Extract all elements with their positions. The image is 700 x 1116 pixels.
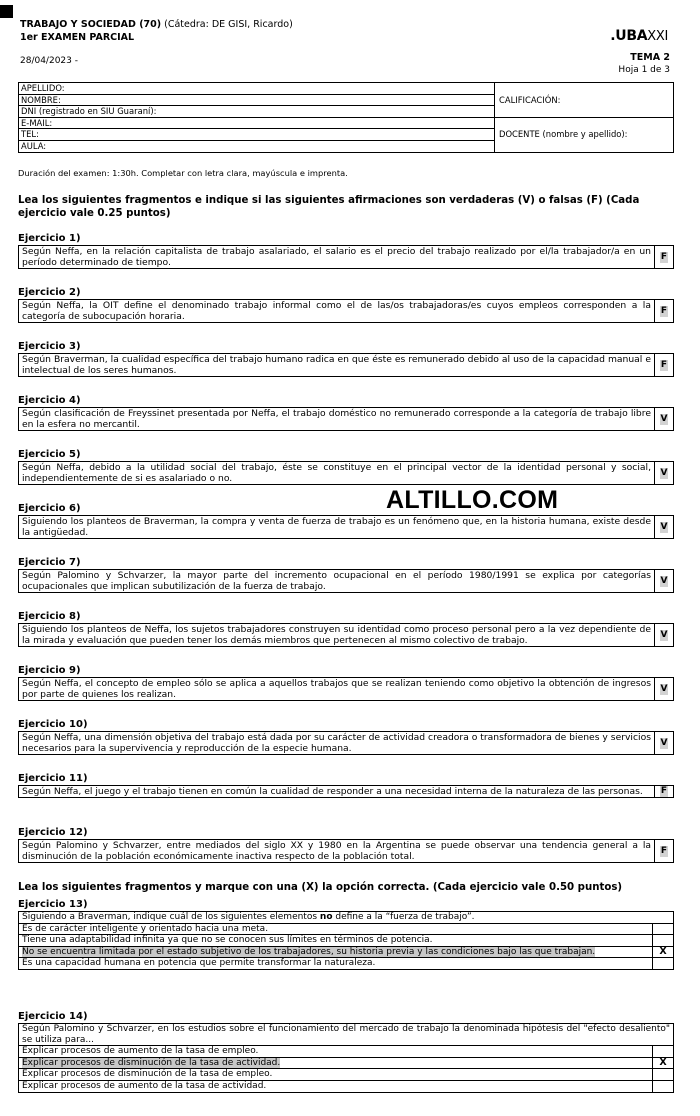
exercise-13-question: Siguiendo a Braverman, indique cuál de los siguientes elementos no define a la “fuerza de trabajo”. bbox=[19, 912, 674, 924]
option[interactable]: Es de carácter inteligente y orientado hacia una meta. bbox=[19, 923, 653, 935]
exercise-title: Ejercicio 12) bbox=[18, 827, 88, 838]
exam-duration: Duración del examen: 1:30h. Completar con letra clara, mayúscula e imprenta. bbox=[18, 168, 348, 178]
option[interactable]: Explicar procesos de aumento de la tasa de empleo. bbox=[19, 1046, 653, 1058]
uba-logo bbox=[610, 28, 668, 44]
option-mark[interactable] bbox=[653, 1080, 674, 1092]
option-mark[interactable] bbox=[653, 923, 674, 935]
answer-value: F bbox=[660, 845, 668, 856]
answer-box[interactable] bbox=[654, 246, 673, 268]
page-count: Hoja 1 de 3 bbox=[618, 65, 670, 75]
course-chair: (Cátedra: DE GISI, Ricardo) bbox=[161, 19, 293, 30]
answer-box[interactable] bbox=[654, 786, 673, 797]
option-mark[interactable] bbox=[653, 1069, 674, 1081]
exercise-box bbox=[18, 785, 674, 798]
option-mark[interactable]: X bbox=[653, 1057, 674, 1069]
option-mark[interactable]: X bbox=[653, 946, 674, 958]
field-calificacion[interactable]: CALIFICACIÓN: bbox=[495, 83, 674, 118]
exercise-6 bbox=[18, 503, 674, 539]
exam-name: 1er EXAMEN PARCIAL bbox=[20, 32, 135, 43]
answer-box[interactable] bbox=[654, 732, 673, 754]
option-mark[interactable] bbox=[653, 935, 674, 947]
exercise-box bbox=[18, 245, 674, 269]
corner-mark bbox=[0, 5, 13, 18]
exercise-14-title: Ejercicio 14) bbox=[18, 1011, 88, 1022]
exercise-title: Ejercicio 10) bbox=[18, 719, 88, 730]
exercise-9 bbox=[18, 665, 674, 701]
field-aula[interactable]: AULA: bbox=[19, 140, 495, 152]
exercise-title: Ejercicio 1) bbox=[18, 233, 81, 244]
exercise-title: Ejercicio 7) bbox=[18, 557, 81, 568]
exercise-13-table bbox=[18, 911, 674, 970]
exercise-statement: Según clasificación de Freyssinet presentada por Neffa, el trabajo doméstico no remunerado corresponde a la categoría de trabajo libre en la esfera no mercantil. bbox=[22, 408, 651, 431]
exercise-title: Ejercicio 6) bbox=[18, 503, 81, 514]
watermark: ALTILLO.COM bbox=[386, 486, 559, 514]
field-dni[interactable]: DNI (registrado en SIU Guaraní): bbox=[19, 106, 495, 118]
exercise-title: Ejercicio 2) bbox=[18, 287, 81, 298]
exercise-8 bbox=[18, 611, 674, 647]
exercise-statement: Siguiendo los planteos de Neffa, los sujetos trabajadores construyen su identidad como proceso personal pero a la vez dependiente de la mirada y evaluación que pueden tener los demás miembros que pertenecen al mismo colectivo de trabajo. bbox=[22, 624, 651, 647]
option-selected[interactable]: Explicar procesos de disminución de la tasa de actividad. bbox=[19, 1057, 653, 1069]
answer-box[interactable] bbox=[654, 462, 673, 484]
option[interactable]: Explicar procesos de aumento de la tasa de actividad. bbox=[19, 1080, 653, 1092]
option[interactable]: Tiene una adaptabilidad infinita ya que no se conocen sus límites en términos de potencia. bbox=[19, 935, 653, 947]
field-nombre[interactable]: NOMBRE: bbox=[19, 94, 495, 106]
exercise-title: Ejercicio 9) bbox=[18, 665, 81, 676]
exercise-1 bbox=[18, 233, 674, 269]
course-name: TRABAJO Y SOCIEDAD (70) bbox=[20, 19, 162, 30]
field-email[interactable]: E-MAIL: bbox=[19, 117, 495, 129]
answer-value: F bbox=[660, 359, 668, 370]
exercise-title: Ejercicio 11) bbox=[18, 773, 88, 784]
exercise-box bbox=[18, 731, 674, 755]
answer-box[interactable] bbox=[654, 624, 673, 646]
exercise-title: Ejercicio 3) bbox=[18, 341, 81, 352]
option[interactable]: Es una capacidad humana en potencia que permite transformar la naturaleza. bbox=[19, 958, 653, 970]
option-mark[interactable] bbox=[653, 1046, 674, 1058]
uba-logo-thin: XXI bbox=[647, 29, 668, 44]
answer-box[interactable] bbox=[654, 408, 673, 430]
exercise-14-table bbox=[18, 1023, 674, 1093]
header-left bbox=[20, 18, 293, 44]
answer-value: V bbox=[660, 737, 668, 748]
exercise-box bbox=[18, 569, 674, 593]
exercise-statement: Según Neffa, una dimensión objetiva del trabajo está dada por su carácter de actividad creadora o transformadora de bienes y servicios necesarios para la supervivencia y reproducción de la especie humana. bbox=[22, 732, 651, 755]
field-apellido[interactable]: APELLIDO: bbox=[19, 83, 495, 95]
exercise-box bbox=[18, 407, 674, 431]
exercise-box bbox=[18, 515, 674, 539]
answer-box[interactable] bbox=[654, 354, 673, 376]
answer-value: V bbox=[660, 575, 668, 586]
exercise-statement: Siguiendo los planteos de Braverman, la compra y venta de fuerza de trabajo es un fenómeno que, en la historia humana, existe desde la antigüedad. bbox=[22, 516, 651, 539]
answer-box[interactable] bbox=[654, 300, 673, 322]
exercise-12 bbox=[18, 827, 674, 863]
exercise-box bbox=[18, 461, 674, 485]
field-docente[interactable]: DOCENTE (nombre y apellido): bbox=[495, 117, 674, 152]
answer-value: F bbox=[660, 305, 668, 316]
option-mark[interactable] bbox=[653, 958, 674, 970]
answer-value: F bbox=[660, 251, 668, 262]
answer-box[interactable] bbox=[654, 840, 673, 862]
exercise-statement: Según Palomino y Schvarzer, la mayor parte del incremento ocupacional en el período 1980/1991 se explica por categorías ocupacionales que implican subutilización de la fuerza de trabajo. bbox=[22, 570, 651, 593]
exercise-13-title: Ejercicio 13) bbox=[18, 899, 88, 910]
exercise-statement: Según Neffa, el concepto de empleo sólo se aplica a aquellos trabajos que se realizan teniendo como objetivo la obtención de ingresos por parte de quienes los realizan. bbox=[22, 678, 651, 701]
exercise-box bbox=[18, 299, 674, 323]
answer-value: V bbox=[660, 629, 668, 640]
field-tel[interactable]: TEL: bbox=[19, 129, 495, 141]
option-selected[interactable]: No se encuentra limitada por el estado subjetivo de los trabajadores, su historia previa y las condiciones bajo las que trabajan. bbox=[19, 946, 653, 958]
answer-value: F bbox=[660, 786, 668, 797]
exercise-statement: Según Neffa, la OIT define el denominado trabajo informal como el de las/os trabajadoras/es cuyos empleos corresponden a la categoría de subocupación horaria. bbox=[22, 300, 651, 323]
instructions-true-false: Lea los siguientes fragmentos e indique si las siguientes afirmaciones son verdaderas (V) o falsas (F) (Cada ejercicio vale 0.25 puntos) bbox=[18, 195, 640, 219]
exercise-11 bbox=[18, 773, 674, 798]
exercise-box bbox=[18, 839, 674, 863]
answer-value: V bbox=[660, 521, 668, 532]
answer-box[interactable] bbox=[654, 570, 673, 592]
option[interactable]: Explicar procesos de disminución de la tasa de empleo. bbox=[19, 1069, 653, 1081]
exercise-5 bbox=[18, 449, 674, 485]
exercise-box bbox=[18, 623, 674, 647]
student-id-form bbox=[18, 82, 674, 153]
exercise-statement: Según Braverman, la cualidad específica del trabajo humano radica en que éste es remunerado debido al uso de la capacidad manual e intelectual de los seres humanos. bbox=[22, 354, 651, 377]
exercise-statement: Según Neffa, debido a la utilidad social del trabajo, éste se constituye en el principal vector de la identidad personal y social, independientemente de si es asalariado o no. bbox=[22, 462, 651, 485]
exercise-2 bbox=[18, 287, 674, 323]
exercise-title: Ejercicio 5) bbox=[18, 449, 81, 460]
exercise-statement: Según Palomino y Schvarzer, entre mediados del siglo XX y 1980 en la Argentina se puede observar una tendencia general a la disminución de la población económicamente inactiva respecto de la población total. bbox=[22, 840, 651, 863]
exercise-statement: Según Neffa, el juego y el trabajo tienen en común la cualidad de responder a una necesidad interna de la naturaleza de las personas. bbox=[22, 786, 643, 797]
answer-box[interactable] bbox=[654, 516, 673, 538]
tema-label: TEMA 2 bbox=[630, 52, 670, 63]
exercise-13 bbox=[18, 899, 674, 970]
exam-date: 28/04/2023 - bbox=[20, 56, 78, 66]
instructions-multiple-choice: Lea los siguientes fragmentos y marque con una (X) la opción correcta. (Cada ejercicio vale 0.50 puntos) bbox=[18, 882, 623, 893]
exercise-14-question: Según Palomino y Schvarzer, en los estudios sobre el funcionamiento del mercado de trabajo la denominada hipótesis del "efecto desaliento" se utiliza para... bbox=[19, 1024, 674, 1046]
answer-value: V bbox=[660, 683, 668, 694]
exercise-7 bbox=[18, 557, 674, 593]
exercise-box bbox=[18, 353, 674, 377]
exercise-10 bbox=[18, 719, 674, 755]
exercise-14 bbox=[18, 1011, 674, 1093]
answer-value: V bbox=[660, 467, 668, 478]
answer-value: V bbox=[660, 413, 668, 424]
exercise-3 bbox=[18, 341, 674, 377]
exercise-title: Ejercicio 8) bbox=[18, 611, 81, 622]
exercise-box bbox=[18, 677, 674, 701]
uba-logo-bold: .UBA bbox=[610, 28, 648, 44]
exercise-statement: Según Neffa, en la relación capitalista de trabajo asalariado, el salario es el precio del trabajo realizado por el/la trabajador/a en un período determinado de tiempo. bbox=[22, 246, 651, 269]
exercise-4 bbox=[18, 395, 674, 431]
answer-box[interactable] bbox=[654, 678, 673, 700]
exercise-title: Ejercicio 4) bbox=[18, 395, 81, 406]
